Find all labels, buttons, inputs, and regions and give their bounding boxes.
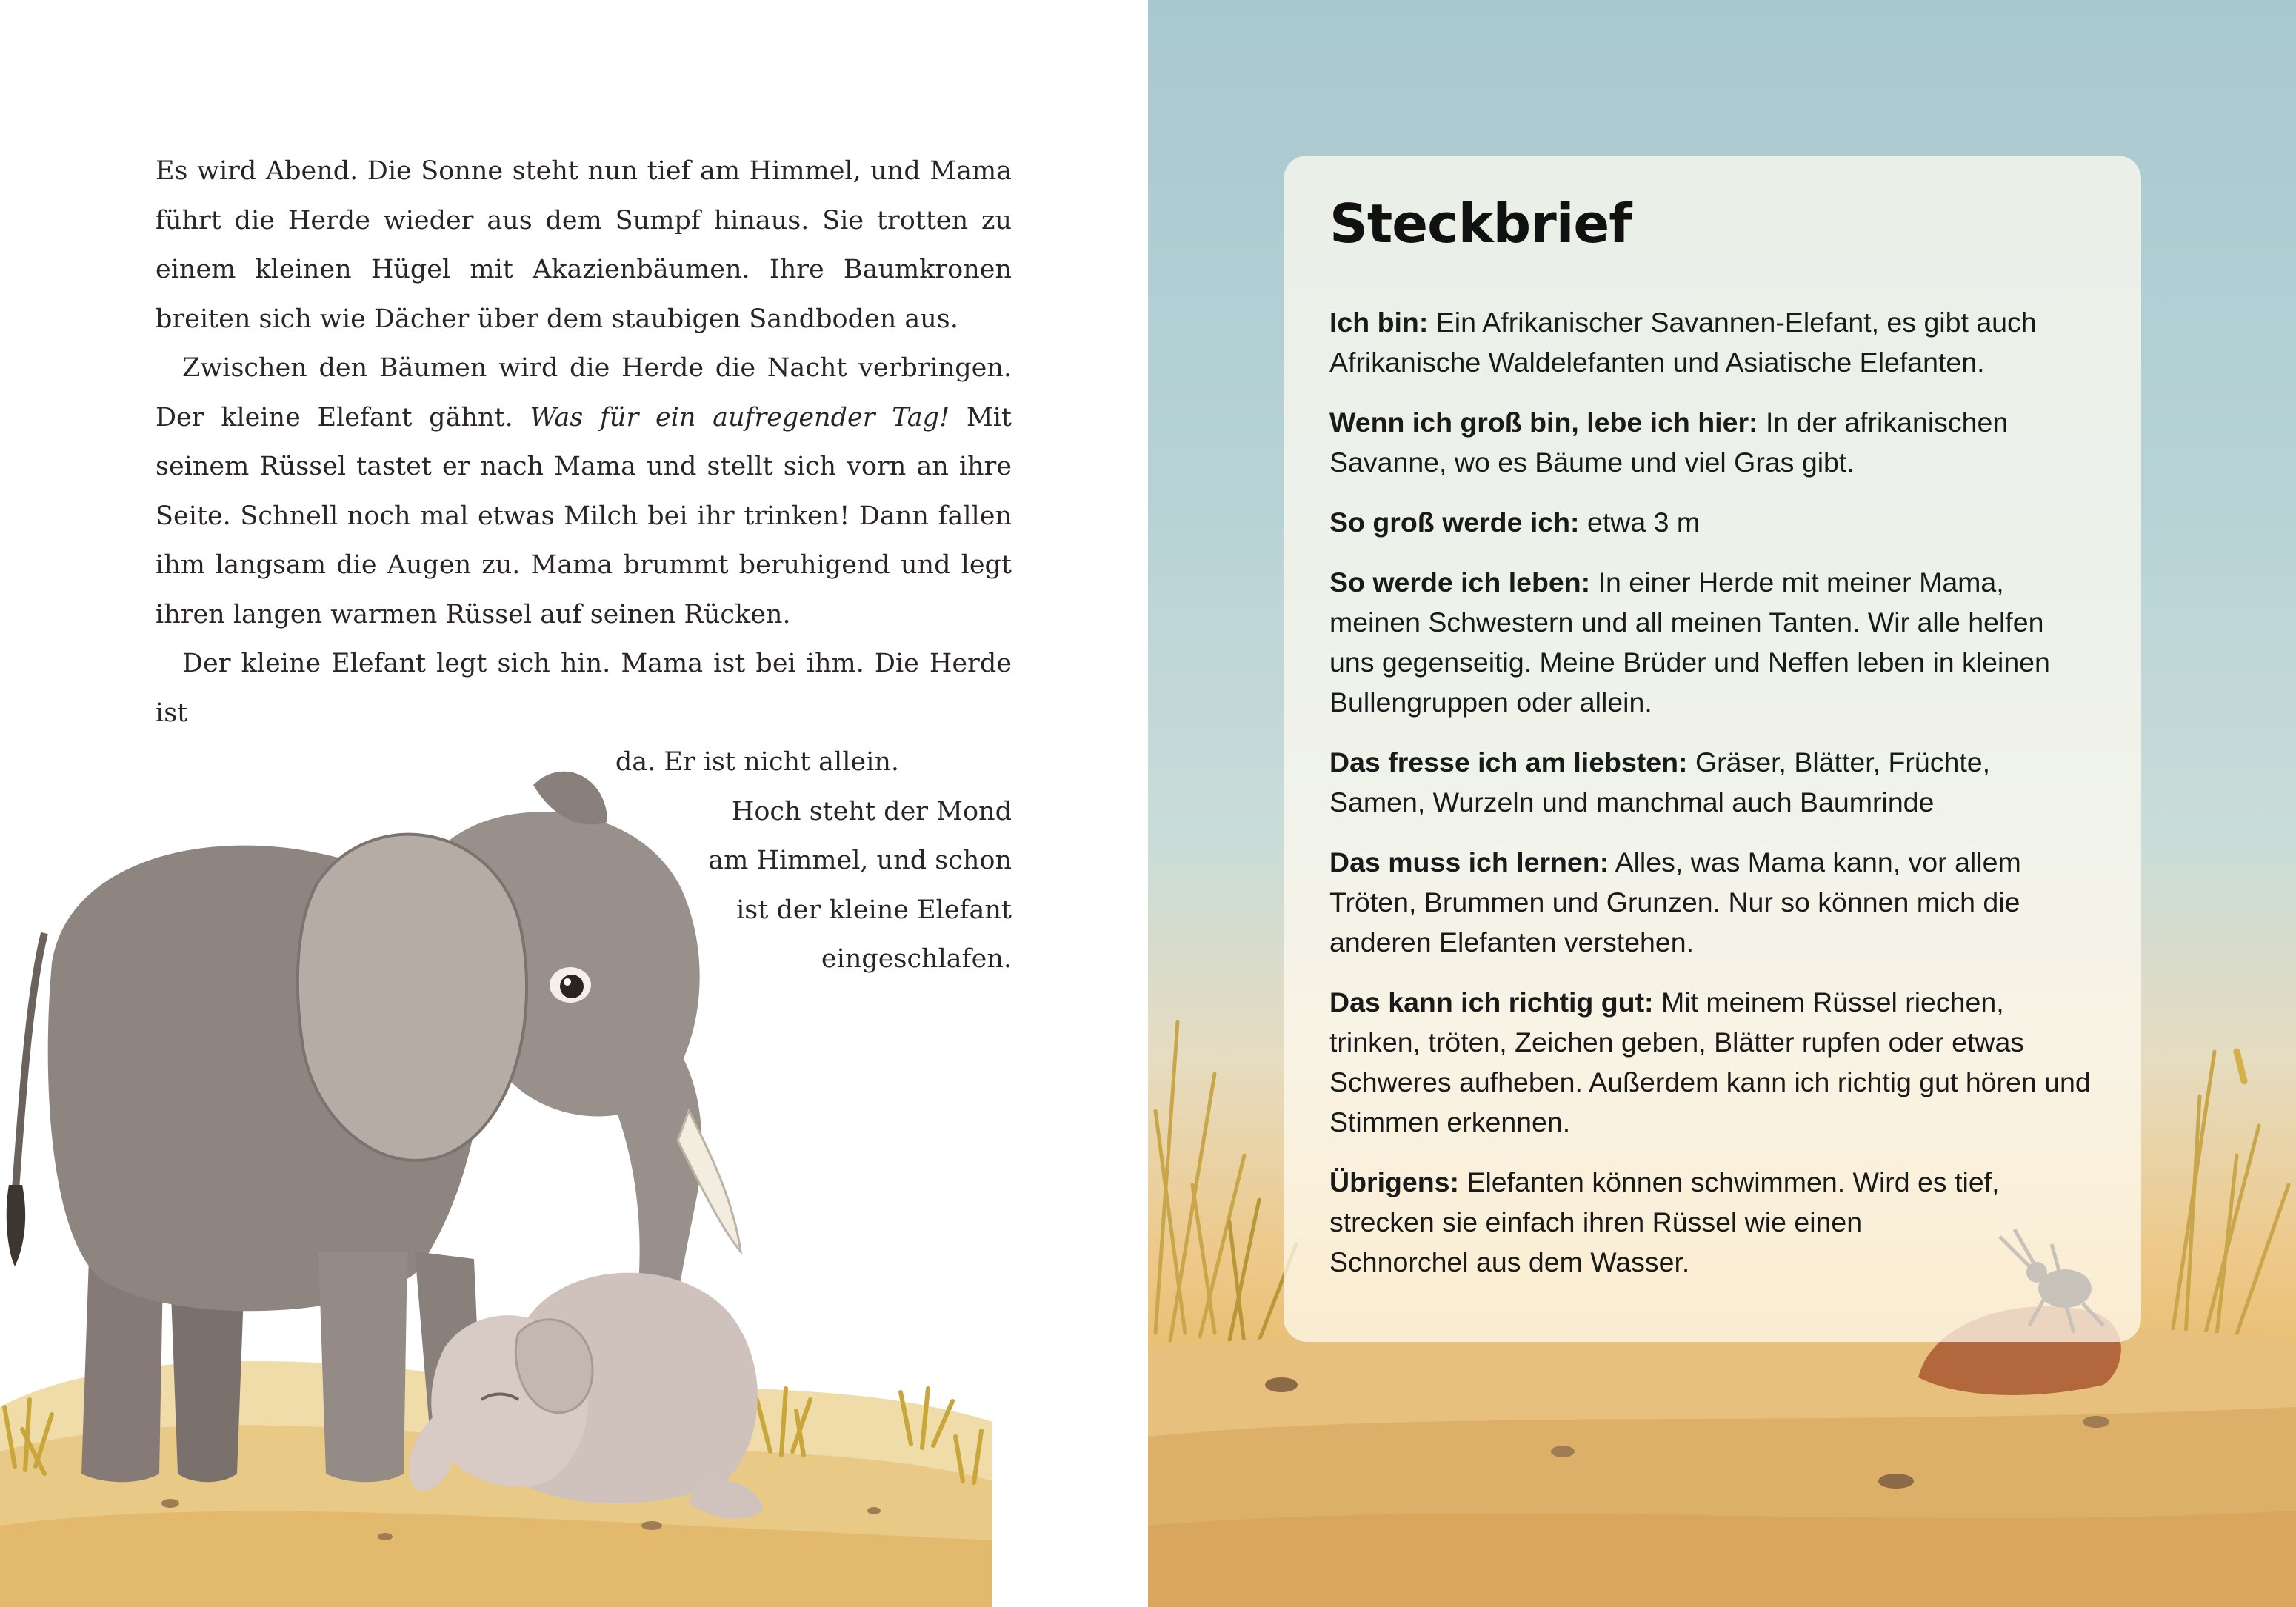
story-line: Der kleine Elefant legt sich hin. Mama ist bei ihm. Die Herde ist	[156, 649, 1012, 728]
story-paragraph-3	[156, 639, 1012, 738]
story-paragraph-2-end: Mit seinem Rüssel tastet er nach Mama und stellt sich vorn an ihre Seite. Schnell noch mal etwas Milch bei ihr trinken! Dann fallen ihm langsam die Augen zu. Mama brummt beruhigend und legt ihren langen warmen Rüssel auf seinen Rücken.	[156, 402, 1012, 629]
story-line: Hoch steht der Mond	[731, 796, 1012, 826]
ground-layers	[1148, 1325, 2296, 1607]
fact-nahrung	[1329, 742, 2092, 822]
fact-text: etwa 3 m	[1579, 507, 1701, 538]
fact-text: Ein Afrikanischer Savannen-Elefant, es gibt auch Afrikanische Waldelefanten und Asiatische Elefanten.	[1329, 307, 2037, 378]
fact-koennen	[1329, 982, 2092, 1142]
fact-leben	[1329, 562, 2092, 722]
right-page	[1148, 0, 2296, 1607]
fact-uebrigens	[1329, 1162, 2092, 1282]
story-paragraph-2-start: Zwischen den Bäumen wird die Herde die Nacht verbringen. Der kleine Elefant gähnt.	[156, 353, 1012, 432]
fact-label: Übrigens:	[1329, 1166, 1460, 1197]
elephant-illustration	[0, 741, 1007, 1607]
story-paragraph-1: Es wird Abend. Die Sonne steht nun tief am Himmel, und Mama führt die Herde wieder aus dem Sumpf hinaus. Sie trotten zu einem kleinen Hügel mit Akazienbäumen. Ihre Baumkronen breiten sich wie Dächer über dem staubigen Sandboden aus.	[156, 156, 1012, 334]
fact-groesse	[1329, 502, 2092, 542]
steckbrief-title: Steckbrief	[1329, 193, 1632, 255]
fact-label: Das muss ich lernen:	[1329, 846, 1609, 878]
story-line: da. Er ist nicht allein.	[615, 747, 899, 777]
fact-lernen	[1329, 842, 2092, 962]
fact-text: Schnorchel aus dem Wasser.	[1329, 1246, 1690, 1277]
story-line: eingeschlafen.	[821, 944, 1012, 974]
fact-label: Ich bin:	[1329, 307, 1429, 338]
fact-text: In der afrikanischen Savanne, wo es Bäume und viel Gras gibt.	[1329, 407, 2009, 478]
steckbrief-card	[1284, 156, 2141, 1342]
story-line: am Himmel, und schon	[708, 846, 1012, 875]
fact-lebensraum	[1329, 402, 2092, 482]
fact-text: Gräser, Blätter, Früchte, Samen, Wurzeln und manchmal auch Baumrinde	[1329, 746, 1991, 818]
story-line: ist der kleine Elefant	[736, 895, 1012, 925]
fact-text: Alles, was Mama kann, vor allem Tröten, Brummen und Grunzen. Nur so können mich die anderen Elefanten verstehen.	[1329, 846, 2021, 958]
fact-text: Elefanten können schwimmen. Wird es tief,	[1459, 1166, 2000, 1197]
story-paragraph-2-italic: Was für ein aufregender Tag!	[530, 402, 950, 432]
fact-label: So groß werde ich:	[1329, 507, 1580, 538]
fact-label: Das kann ich richtig gut:	[1329, 986, 1654, 1018]
steckbrief-facts	[1329, 302, 2092, 1302]
story-paragraph-2	[156, 344, 1012, 639]
fact-text: Mit meinem Rüssel riechen, trinken, tröten, Zeichen geben, Blätter rupfen oder etwas Schweres aufheben. Außerdem kann ich richtig gut hören und Stimmen erkennen.	[1329, 986, 2091, 1137]
fact-text: strecken sie einfach ihren Rüssel wie einen	[1329, 1206, 1863, 1237]
fact-label: So werde ich leben:	[1329, 567, 1591, 598]
fact-label: Das fresse ich am liebsten:	[1329, 746, 1688, 778]
fact-ich-bin	[1329, 302, 2092, 382]
fact-text: In einer Herde mit meiner Mama, meinen Schwestern und all meinen Tanten. Wir alle helfen uns gegenseitig. Meine Brüder und Neffen leben in kleinen Bullengruppen oder allein.	[1329, 567, 2050, 718]
fact-label: Wenn ich groß bin, lebe ich hier:	[1329, 407, 1758, 438]
